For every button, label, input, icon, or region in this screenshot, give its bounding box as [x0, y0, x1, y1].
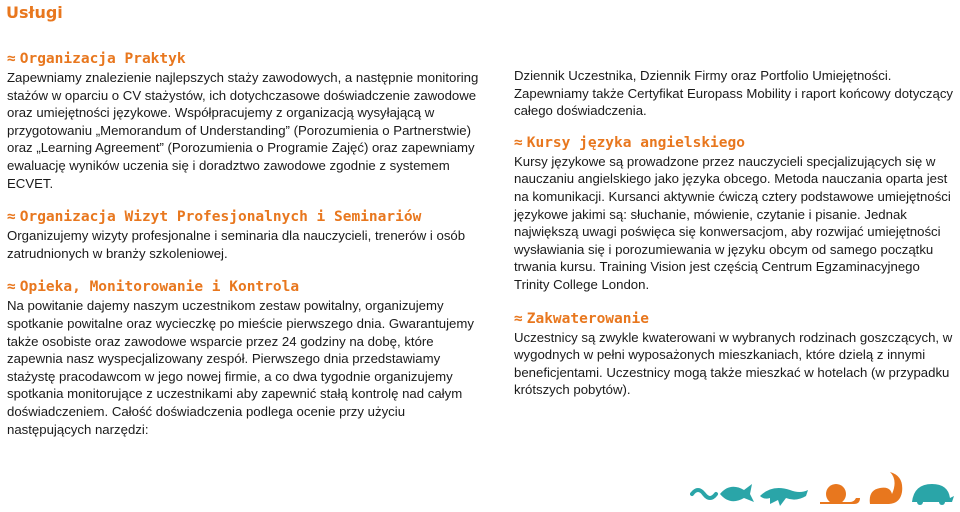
heading-text: Kursy języka angielskiego — [526, 134, 745, 151]
snail-icon — [820, 484, 860, 504]
paragraph: Na powitanie dajemy naszym uczestnikom zestaw powitalny, organizujemy spotkanie powitalne oraz wycieczkę po mieście pierwszego dnia. Gwarantujemy także osobiste oraz zawodowe wsparcie przez 24 godziny na dobę, które zapewnia nasz wyspecjalizowany zespół. Pierwszego dnia przedstawiamy stażystę pracodawcom w jego nowej firmie, a co dwa tygodnie organizujemy spotkania monitorujące z uczestnikami aby zapewnić stałą kontrolę nad całym doświadczeniem. Całość doświadczenia podlega ocenie przy użyciu następujących narzędzi: — [7, 298, 474, 437]
section-heading — [7, 208, 485, 227]
fish-icon — [720, 484, 754, 502]
section-heading — [7, 50, 485, 69]
heading-text: Organizacja Praktyk — [19, 51, 186, 67]
right-column — [514, 67, 954, 415]
wave-decoration-icon — [692, 490, 716, 498]
section-wizyty-seminaria — [7, 208, 485, 262]
wave-icon: ≈ — [514, 134, 523, 151]
section-heading — [514, 310, 954, 329]
section-organizacja-praktyk — [7, 50, 485, 192]
section-kursy-angielskiego — [514, 134, 954, 294]
squirrel-icon — [870, 472, 903, 504]
wave-icon: ≈ — [7, 279, 16, 296]
section-zakwaterowanie — [514, 310, 954, 399]
wave-icon: ≈ — [7, 51, 16, 67]
heading-text: Organizacja Wizyt Profesjonalnych i Seminariów — [19, 209, 422, 226]
heading-text: Opieka, Monitorowanie i Kontrola — [19, 279, 300, 296]
paragraph: Kursy językowe są prowadzone przez nauczycieli specjalizujących się w nauczaniu angielskiego jako języka obcego. Metoda nauczania oparta jest na komunikacji. Kursanci aktywnie ćwiczą cztery podstawowe umiejętności językowe jakimi są: słuchanie, mówienie, czytanie i pisanie. Jednak największą uwagi poświęca się konwersacjom, aby rozwijać umiejętności wysławiania się i porozumiewania w języku obcym od samego początku trwania kursu. Training Vision jest częścią Centrum Egzaminacyjnego Trinity College London. — [514, 153, 951, 292]
heading-text: Zakwaterowanie — [526, 310, 649, 327]
paragraph: Uczestnicy są zwykle kwaterowani w wybranych rodzinach goszczących, w wygodnych w pełni wyposażonych mieszkaniach, które dzielą z innymi beneficjentami. Uczestnicy mogą także mieszkać w hotelach (w przypadku krótszych pobytów). — [514, 329, 953, 398]
lizard-icon — [760, 488, 808, 506]
wave-icon: ≈ — [514, 310, 523, 327]
section-opieka-monitorowanie — [7, 278, 485, 438]
wave-icon: ≈ — [7, 209, 16, 226]
animals-decoration — [690, 468, 955, 510]
paragraph: Zapewniamy znalezienie najlepszych staży zawodowych, a następnie monitoring stażów w oparciu o CV stażystów, ich dotychczasowe doświadczenie zawodowe oraz umiejętności językowe. Współpracujemy z organizacją wysyłającą w przygotowaniu „Memorandum of Understanding” (Porozumienia o Partnerstwie) oraz „Learning Agreement” (Porozumienia o Programie Zajęć) oraz zapewniamy ewaluację wyników uczenia się i doradztwo zawodowe zgodnie z systemem ECVET. — [7, 70, 479, 191]
page-title: Usługi — [6, 3, 63, 22]
paragraph: Organizujemy wizyty profesjonalne i seminaria dla nauczycieli, trenerów i osób zatrudnionych w branży szkoleniowej. — [7, 228, 466, 261]
section-heading — [514, 134, 954, 153]
left-column — [7, 50, 485, 454]
section-heading — [7, 278, 485, 297]
tortoise-icon — [912, 484, 954, 505]
intro-paragraph: Dziennik Uczestnika, Dziennik Firmy oraz Portfolio Umiejętności. Zapewniamy także Certyfikat Europass Mobility i raport końcowy dotyczący całego doświadczenia. — [514, 68, 954, 119]
